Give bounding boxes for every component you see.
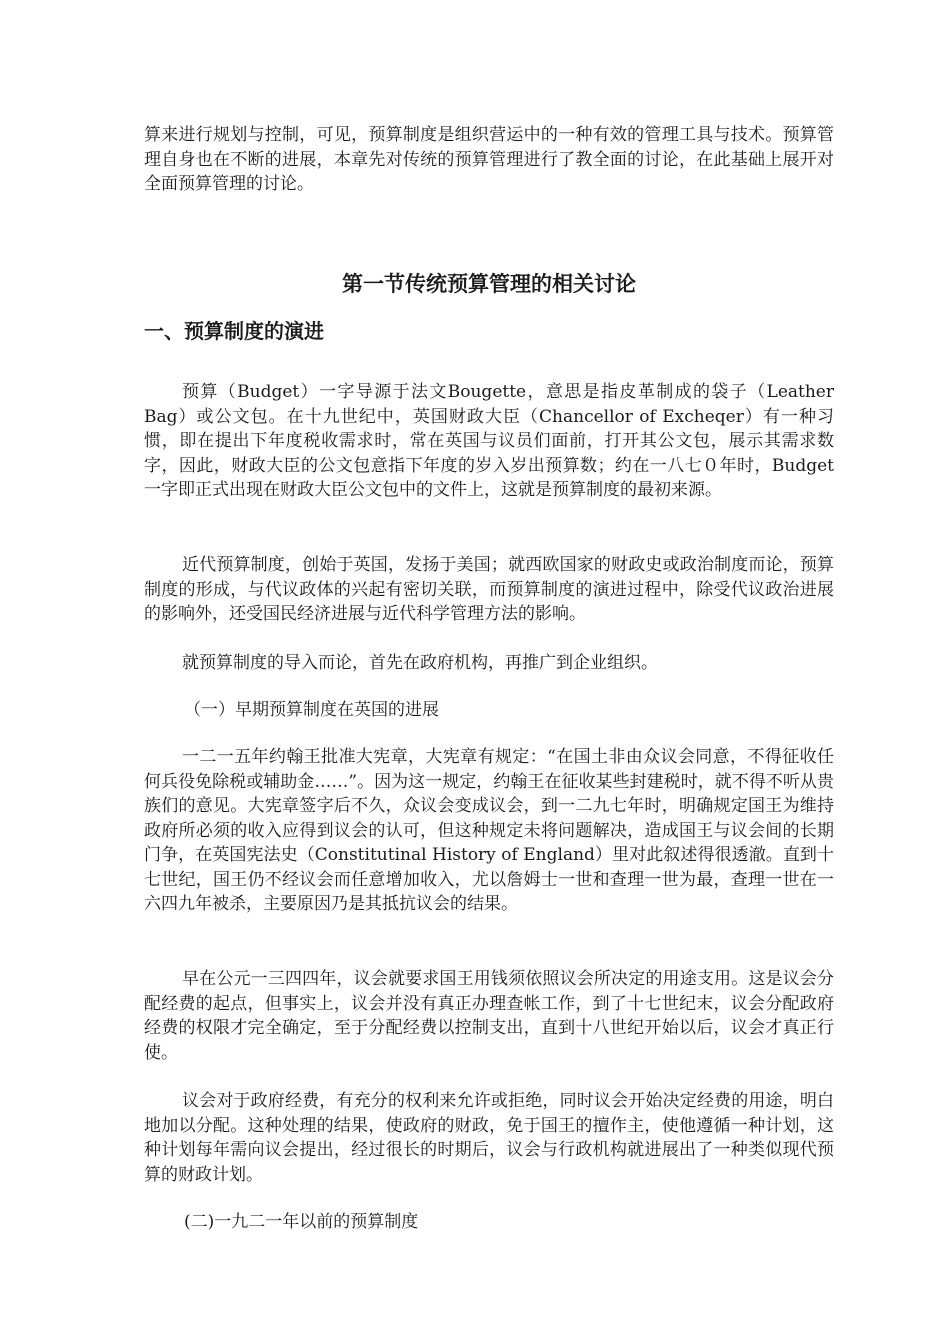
subsection-title: 一、预算制度的演进 — [144, 319, 324, 343]
paragraph-magna-carta: 一二一五年约翰王批准大宪章，大宪章有规定：“在国土非由众议会同意，不得征收任何兵役免除税或辅助金……”。因为这一规定，约翰王在征收某些封建税时，就不得不听从贵族们的意见。大宪章签字后不久，众议会变成议会，到一二九七年时，明确规定国王为维持政府所必须的收入应得到议会的认可，但这种规定未将问题解决，造成国王与议会间的长期门争，在英国宪法史（Constitutinal History of England）里对此叙述得很透澈。直到十七世纪，国王仍不经议会而任意增加收入，尤以詹姆士一世和查理一世为最，查理一世在一六四九年被杀，主要原因乃是其抵抗议会的结果。 — [144, 747, 834, 914]
paragraph-budget-origin: 预算（Budget）一字导源于法文Bougette，意思是指皮革制成的袋子（Leather Bag）或公文包。在十九世纪中，英国财政大臣（Chancellor of Excheqer）有一种习惯，即在提出下年度税收需求时，常在英国与议员们面前，打开其公文包，展示其需求数字，因此，财政大臣的公文包意指下年度的岁入岁出预算数；约在一八七０年时，Budget一字即正式出现在财政大臣公文包中的文件上，这就是预算制度的最初来源。 — [144, 382, 834, 500]
paragraph-parliament-allocation: 早在公元一三四四年，议会就要求国王用钱须依照议会所决定的用途支用。这是议会分配经费的起点，但事实上，议会并没有真正办理查帐工作，到了十七世纪末，议会分配政府经费的权限才完全确定，至于分配经费以控制支出，直到十八世纪开始以后，议会才真正行使。 — [144, 969, 834, 1063]
sub-heading-early-england: （一）早期预算制度在英国的进展 — [184, 700, 439, 720]
section-title: 第一节传统预算管理的相关讨论 — [342, 271, 636, 296]
intro-paragraph: 算来进行规划与控制，可见，预算制度是组织营运中的一种有效的管理工具与技术。预算管理自身也在不断的进展，本章先对传统的预算管理进行了教全面的讨论，在此基础上展开对全面预算管理的讨论。 — [144, 125, 834, 194]
sub-heading-pre-1921: (二)一九二一年以前的预算制度 — [184, 1212, 419, 1232]
paragraph-parliament-rights: 议会对于政府经费，有充分的权利来允许或拒绝，同时议会开始决定经费的用途，明白地加以分配。这种处理的结果，使政府的财政，免于国王的擅作主，使他遵循一种计划，这种计划每年需向议会提出，经过很长的时期后，议会与行政机构就进展出了一种类似现代预算的财政计划。 — [144, 1091, 834, 1185]
paragraph-introduction-order: 就预算制度的导入而论，首先在政府机构，再推广到企业组织。 — [182, 653, 658, 673]
paragraph-modern-budget: 近代预算制度，创始于英国，发扬于美国；就西欧国家的财政史或政治制度而论，预算制度的形成，与代议政体的兴起有密切关联，而预算制度的演进过程中，除受代议政治进展的影响外，还受国民经济进展与近代科学管理方法的影响。 — [144, 555, 834, 624]
